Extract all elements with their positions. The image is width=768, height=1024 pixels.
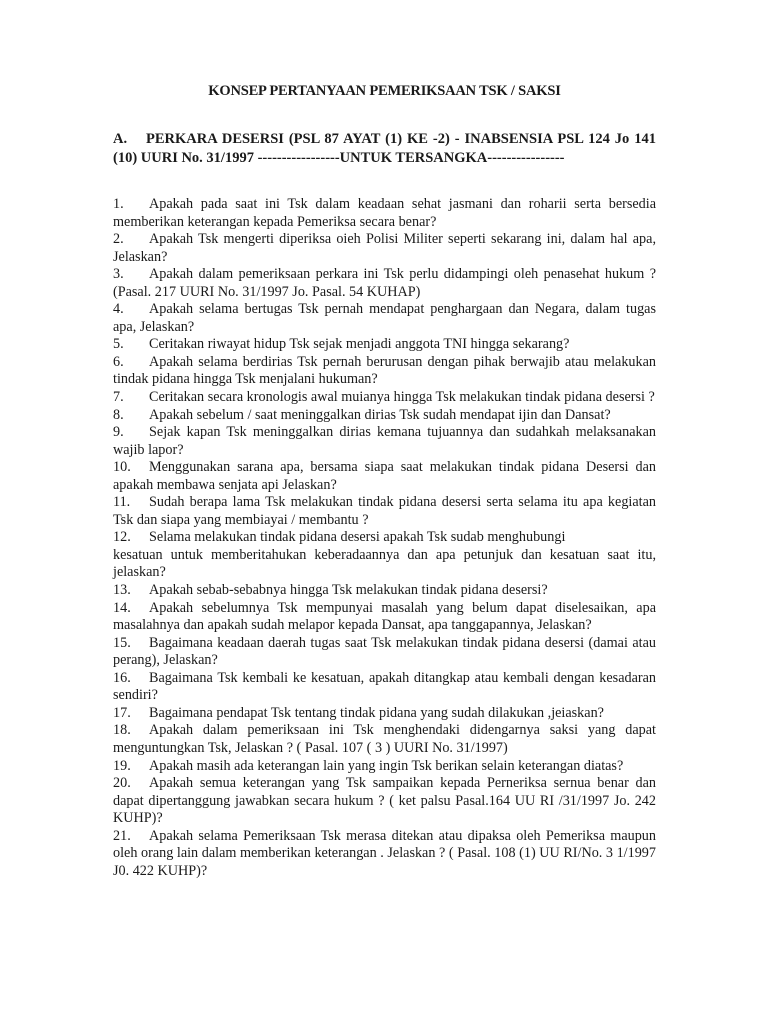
question-item <box>113 266 656 301</box>
question-number: 15. <box>113 634 131 651</box>
section-letter: A. <box>113 131 128 147</box>
question-item <box>113 494 656 529</box>
question-text: Apakah sebelum / saat meninggalkan dirias Tsk sudah mendapat ijin dan Dansat? <box>149 406 611 423</box>
question-number: 3. <box>113 266 124 283</box>
question-number: 8. <box>113 406 124 423</box>
question-text: Apakah Tsk mengerti diperiksa oieh Polisi Militer seperti sekarang ini, dalam hal apa, Jelaskan? <box>113 231 656 265</box>
question-item <box>113 231 656 266</box>
question-item <box>113 775 656 828</box>
question-lead-text: Selama melakukan tindak pidana desersi apakah Tsk sudab menghubungi <box>149 529 566 546</box>
question-item <box>113 635 656 670</box>
question-number: 13. <box>113 582 131 599</box>
question-item <box>113 389 656 407</box>
question-item <box>113 424 656 459</box>
question-item <box>113 196 656 231</box>
question-item <box>113 705 656 723</box>
question-text: Ceritakan secara kronologis awal muianya hingga Tsk melakukan tindak pidana desersi ? <box>149 389 655 406</box>
section-heading-text: PERKARA DESERSI (PSL 87 AYAT (1) KE -2) - INABSENSIA PSL 124 Jo 141 (10) UURI No. 31/1997 -----------------UNTUK TERSANGKA---------------- <box>113 131 656 166</box>
question-text: Apakah pada saat ini Tsk dalam keadaan sehat jasmani dan roharii serta bersedia memberikan keterangan kepada Pemeriksa secara benar? <box>113 196 656 230</box>
question-list <box>113 196 656 880</box>
question-item <box>113 301 656 336</box>
question-item <box>113 582 656 600</box>
document-title: KONSEP PERTANYAAN PEMERIKSAAN TSK / SAKSI <box>208 83 561 99</box>
question-item <box>113 600 656 635</box>
question-number: 12. <box>113 529 131 546</box>
question-text: Sejak kapan Tsk meninggalkan dirias kemana tujuannya dan sudahkah melaksanakan wajib lapor? <box>113 424 656 458</box>
question-number: 10. <box>113 459 131 476</box>
question-text: Apakah dalam pemeriksaan ini Tsk menghendaki didengarnya saksi yang dapat menguntungkan Tsk, Jelaskan ? ( Pasal. 107 ( 3 ) UURI No. 31/1997) <box>113 722 656 756</box>
question-text: Bagaimana Tsk kembali ke kesatuan, apakah ditangkap atau kembali dengan kesadaran sendiri? <box>113 669 656 704</box>
question-number: 11. <box>113 494 131 511</box>
question-text: Apakah dalam pemeriksaan perkara ini Tsk perlu didampingi oleh penasehat hukum ? (Pasal. 217 UURI No. 31/1997 Jo. Pasal. 54 KUHAP) <box>113 266 656 300</box>
question-number: 5. <box>113 336 124 353</box>
question-item <box>113 529 656 582</box>
question-text: Sudah berapa lama Tsk melakukan tindak pidana desersi serta selama itu apa kegiatan Tsk dan siapa yang membiayai / membantu ? <box>113 494 656 528</box>
question-item <box>113 828 656 881</box>
question-item <box>113 722 656 757</box>
question-lead-line <box>113 529 656 547</box>
question-number: 17. <box>113 704 131 721</box>
question-number: 7. <box>113 389 124 406</box>
question-text: Apakah selama Pemeriksaan Tsk merasa ditekan atau dipaksa oleh Pemeriksa maupun oleh orang lain dalam memberikan keterangan . Jelaskan ? ( Pasal. 108 (1) UU RI/No. 3 1/1997 J0. 422 KUHP)? <box>113 827 656 879</box>
question-number: 14. <box>113 599 131 616</box>
question-number: 4. <box>113 301 124 318</box>
question-text: Apakah selama bertugas Tsk pernah mendapat penghargaan dan Negara, dalam tugas apa, Jelaskan? <box>113 301 656 335</box>
question-text: Ceritakan riwayat hidup Tsk sejak menjadi anggota TNI hingga sekarang? <box>149 336 570 353</box>
question-item <box>113 407 656 425</box>
question-item <box>113 459 656 494</box>
question-number: 9. <box>113 424 124 441</box>
question-item <box>113 758 656 776</box>
question-text: Apakah semua keterangan yang Tsk sampaikan kepada Perneriksa sernua benar dan dapat dipertanggung jawabkan secara hukum ? ( ket palsu Pasal.164 UU RI /31/1997 Jo. 242 KUHP)? <box>113 775 656 827</box>
question-number: 20. <box>113 775 131 792</box>
question-text: Menggunakan sarana apa, bersama siapa saat melakukan tindak pidana Desersi dan apakah membawa senjata api Jelaskan? <box>113 459 656 493</box>
question-number: 19. <box>113 757 131 774</box>
question-text: Apakah sebelumnya Tsk mempunyai masalah yang belum dapat diselesaikan, apa masalahnya dan apakah sudah melapor kepada Dansat, apa tanggapannya, Jelaskan? <box>113 599 656 634</box>
section-heading <box>113 130 656 168</box>
question-number: 1. <box>113 196 124 212</box>
question-number: 21. <box>113 827 131 844</box>
question-item <box>113 336 656 354</box>
question-number: 6. <box>113 353 124 370</box>
question-number: 16. <box>113 669 131 686</box>
question-text: Apakah selama berdirias Tsk pernah berurusan dengan pihak berwajib atau melakukan tindak pidana hingga Tsk menjalani hukuman? <box>113 353 656 388</box>
question-item <box>113 354 656 389</box>
question-item <box>113 670 656 705</box>
question-text: Bagaimana keadaan daerah tugas saat Tsk melakukan tindak pidana desersi (damai atau perang), Jelaskan? <box>113 634 656 669</box>
question-text: kesatuan untuk memberitahukan keberadaannya dan apa petunjuk dan kesatuan saat itu, jelaskan? <box>113 546 656 581</box>
question-number: 18. <box>113 722 131 739</box>
question-number: 2. <box>113 231 124 248</box>
document-body <box>113 82 656 880</box>
question-text: Bagaimana pendapat Tsk tentang tindak pidana yang sudah dilakukan ,jeiaskan? <box>149 704 604 721</box>
question-text: Apakah masih ada keterangan lain yang ingin Tsk berikan selain keterangan diatas? <box>149 757 624 774</box>
question-text: Apakah sebab-sebabnya hingga Tsk melakukan tindak pidana desersi? <box>149 582 548 599</box>
